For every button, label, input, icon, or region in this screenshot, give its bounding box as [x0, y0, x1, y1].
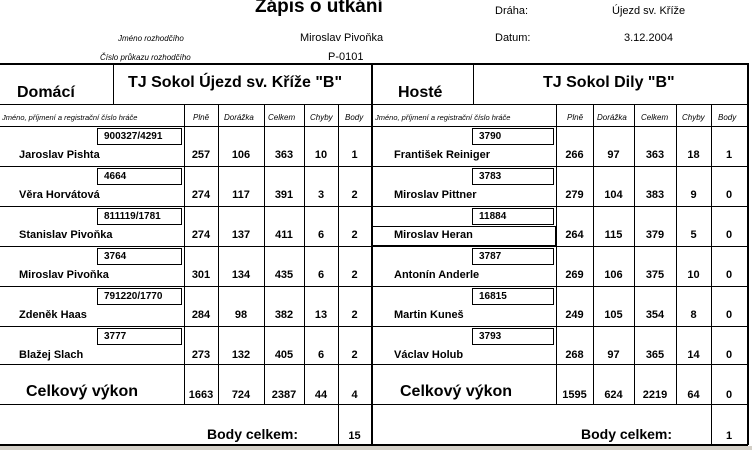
score-full[interactable]: 264 [565, 229, 584, 241]
row-divider [373, 206, 747, 207]
row-divider [0, 166, 371, 167]
guest-total-full: 1595 [562, 389, 587, 401]
registration-number[interactable]: 16815 [472, 288, 554, 305]
license-value: P-0101 [328, 51, 364, 63]
player-name[interactable]: František Reiniger [394, 149, 490, 161]
score-points[interactable]: 2 [351, 269, 358, 281]
score-full[interactable]: 266 [565, 149, 584, 161]
home-totals-label: Celkový výkon [26, 383, 139, 400]
guest-side-label: Hosté [398, 84, 443, 101]
registration-number[interactable]: 3787 [472, 248, 554, 265]
guest-col-full: Plně [567, 113, 584, 122]
license-label: Číslo průkazu rozhodčího [100, 53, 191, 62]
referee-label: Jméno rozhodčího [118, 34, 184, 43]
player-name[interactable]: Martin Kuneš [394, 309, 464, 321]
lane-label: Dráha: [495, 5, 529, 17]
registration-number[interactable]: 811119/1781 [97, 208, 182, 225]
score-points[interactable]: 1 [351, 149, 358, 161]
score-full[interactable]: 274 [191, 229, 211, 241]
row-divider [0, 326, 371, 327]
registration-number[interactable]: 3777 [97, 328, 182, 345]
home-total-cleanup: 724 [231, 389, 251, 401]
home-col-points: Body [345, 113, 364, 122]
home-side-label: Domácí [17, 84, 75, 101]
home-total-total: 2387 [271, 389, 297, 401]
home-total-full: 1663 [188, 389, 214, 401]
row-divider [373, 246, 747, 247]
registration-number[interactable]: 900327/4291 [97, 128, 182, 145]
guest-points-total-label: Body celkem: [581, 426, 673, 442]
score-errors[interactable]: 6 [317, 229, 325, 241]
score-cleanup[interactable]: 132 [231, 349, 251, 361]
score-points[interactable]: 2 [351, 309, 358, 321]
score-total[interactable]: 405 [274, 349, 294, 361]
score-points[interactable]: 0 [725, 349, 733, 361]
score-full[interactable]: 257 [191, 149, 211, 161]
row-divider [0, 246, 371, 247]
score-errors[interactable]: 14 [687, 349, 700, 361]
score-full[interactable]: 301 [191, 269, 211, 281]
score-errors[interactable]: 13 [314, 309, 328, 321]
score-errors[interactable]: 18 [687, 149, 700, 161]
player-name[interactable]: Zdeněk Haas [19, 309, 87, 321]
score-total[interactable]: 382 [274, 309, 294, 321]
score-errors[interactable]: 6 [317, 269, 325, 281]
row-divider [0, 286, 371, 287]
guest-team-name: TJ Sokol Dily "B" [543, 74, 675, 91]
player-name[interactable]: Miroslav Heran [394, 229, 473, 241]
player-name[interactable]: Václav Holub [394, 349, 464, 361]
score-points[interactable]: 2 [351, 349, 358, 361]
score-errors[interactable]: 5 [690, 229, 697, 241]
guest-col-errors: Chyby [682, 113, 705, 122]
score-total[interactable]: 354 [645, 309, 665, 321]
score-total[interactable]: 383 [645, 189, 665, 201]
score-total[interactable]: 365 [645, 349, 665, 361]
score-cleanup[interactable]: 106 [231, 149, 251, 161]
score-errors[interactable]: 6 [317, 349, 325, 361]
player-name[interactable]: Antonín Anderle [394, 269, 480, 281]
score-total[interactable]: 375 [645, 269, 665, 281]
score-total[interactable]: 391 [274, 189, 294, 201]
guest-total-cleanup: 624 [604, 389, 623, 401]
score-errors[interactable]: 10 [314, 149, 328, 161]
guest-col-points: Body [718, 113, 737, 122]
window-bottom-strip [0, 446, 752, 450]
score-full[interactable]: 274 [191, 189, 211, 201]
home-points-total-label: Body celkem: [207, 426, 299, 442]
guest-totals-label: Celkový výkon [400, 383, 513, 400]
score-points[interactable]: 0 [725, 309, 733, 321]
score-points[interactable]: 0 [725, 269, 733, 281]
row-divider [373, 286, 747, 287]
player-name[interactable]: Věra Horvátová [19, 189, 100, 201]
page-title: Zápis o utkání [255, 0, 383, 17]
score-points[interactable]: 0 [725, 189, 733, 201]
score-points[interactable]: 2 [351, 189, 358, 201]
player-name[interactable]: Stanislav Pivoňka [19, 229, 113, 241]
score-full[interactable]: 268 [565, 349, 584, 361]
registration-number[interactable]: 3764 [97, 248, 182, 265]
date-label: Datum: [495, 32, 531, 44]
player-name[interactable]: Miroslav Pittner [394, 189, 477, 201]
guest-col-cleanup: Dorážka [597, 113, 627, 122]
selected-cell[interactable] [372, 226, 556, 246]
score-total[interactable]: 379 [645, 229, 665, 241]
score-total[interactable]: 435 [274, 269, 294, 281]
score-full[interactable]: 269 [565, 269, 584, 281]
score-total[interactable]: 363 [645, 149, 665, 161]
score-total[interactable]: 411 [275, 229, 293, 241]
score-cleanup[interactable]: 137 [231, 229, 251, 241]
score-points[interactable]: 2 [351, 229, 358, 241]
guest-col-total: Celkem [641, 113, 669, 122]
score-cleanup[interactable]: 134 [231, 269, 251, 281]
row-divider [0, 206, 371, 207]
referee-value: Miroslav Pivoňka [300, 32, 384, 44]
score-points[interactable]: 0 [725, 229, 733, 241]
score-cleanup[interactable]: 106 [604, 269, 623, 281]
lane-value: Újezd sv. Kříže [612, 5, 686, 17]
player-name[interactable]: Miroslav Pivoňka [19, 269, 109, 281]
score-cleanup[interactable]: 97 [607, 149, 620, 161]
score-cleanup[interactable]: 104 [604, 189, 623, 201]
player-name[interactable]: Jaroslav Pishta [19, 149, 100, 161]
registration-number[interactable]: 3793 [472, 328, 554, 345]
player-name[interactable]: Blažej Slach [19, 349, 84, 361]
home-col-player: Jméno, příjmení a registrační číslo hráče [2, 113, 138, 122]
guest-total-total: 2219 [642, 389, 668, 401]
score-total[interactable]: 363 [274, 149, 294, 161]
registration-number[interactable]: 3790 [472, 128, 554, 145]
score-cleanup[interactable]: 115 [604, 229, 623, 241]
score-points[interactable]: 1 [725, 149, 733, 161]
score-errors[interactable]: 3 [317, 189, 325, 201]
guest-total-errors: 64 [687, 389, 700, 401]
guest-total-points: 0 [725, 389, 733, 401]
score-errors[interactable]: 10 [687, 269, 700, 281]
score-errors[interactable]: 9 [690, 189, 697, 201]
home-col-full: Plně [193, 113, 210, 122]
home-col-errors: Chyby [310, 113, 333, 122]
home-col-total: Celkem [268, 113, 296, 122]
registration-number[interactable]: 11884 [472, 208, 554, 225]
score-full[interactable]: 284 [191, 309, 211, 321]
score-cleanup[interactable]: 98 [234, 309, 248, 321]
score-cleanup[interactable]: 105 [604, 309, 623, 321]
home-points-total: 15 [348, 430, 361, 442]
score-cleanup[interactable]: 97 [607, 349, 620, 361]
home-total-errors: 44 [314, 389, 328, 401]
home-team-name: TJ Sokol Újezd sv. Kříže "B" [128, 74, 343, 91]
row-divider [373, 326, 747, 327]
registration-number[interactable]: 3783 [472, 168, 554, 185]
score-full[interactable]: 249 [565, 309, 584, 321]
guest-col-player: Jméno, příjmení a registrační číslo hráče [375, 113, 511, 122]
score-full[interactable]: 279 [565, 189, 584, 201]
score-cleanup[interactable]: 117 [232, 189, 250, 201]
home-total-points: 4 [351, 389, 358, 401]
registration-number[interactable]: 4664 [97, 168, 182, 185]
score-full[interactable]: 273 [191, 349, 211, 361]
date-value: 3.12.2004 [624, 32, 673, 44]
guest-points-total: 1 [725, 430, 733, 442]
score-errors[interactable]: 8 [690, 309, 697, 321]
row-divider [373, 166, 747, 167]
home-col-cleanup: Dorážka [224, 113, 254, 122]
registration-number[interactable]: 791220/1770 [97, 288, 182, 305]
